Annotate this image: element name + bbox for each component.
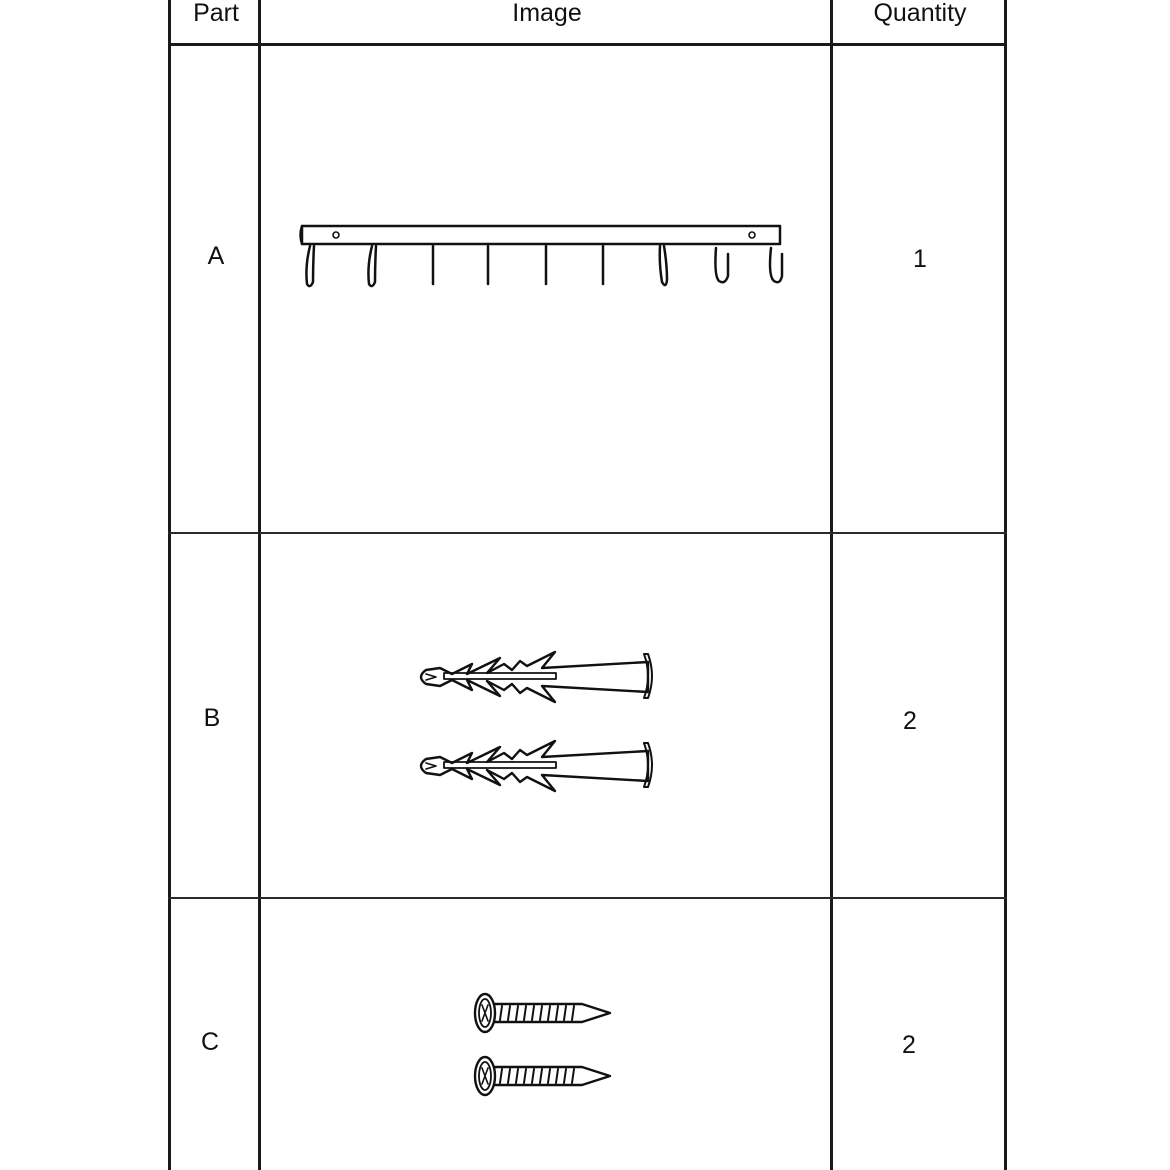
row-a-part: A — [207, 242, 225, 270]
hook-rail-icon — [296, 218, 788, 294]
row-c-part: C — [200, 1028, 220, 1056]
wall-anchor-plug-icon — [412, 729, 658, 799]
header-divider — [168, 43, 1007, 46]
table-border-left — [168, 0, 171, 1170]
screw-icon — [470, 1053, 616, 1099]
header-part: Part — [193, 0, 239, 27]
row-divider-a-b — [168, 532, 1007, 534]
screw-icon — [470, 990, 616, 1036]
row-divider-b-c — [168, 897, 1007, 899]
row-c-quantity: 2 — [902, 1031, 916, 1059]
table-border-right — [1004, 0, 1007, 1170]
column-divider-image-quantity — [830, 0, 833, 1170]
row-b-quantity: 2 — [903, 707, 917, 735]
column-divider-part-image — [258, 0, 261, 1170]
header-image: Image — [512, 0, 582, 27]
row-a-quantity: 1 — [913, 245, 927, 273]
row-b-part: B — [203, 704, 221, 732]
wall-anchor-plug-icon — [412, 640, 658, 710]
header-quantity: Quantity — [873, 0, 967, 27]
